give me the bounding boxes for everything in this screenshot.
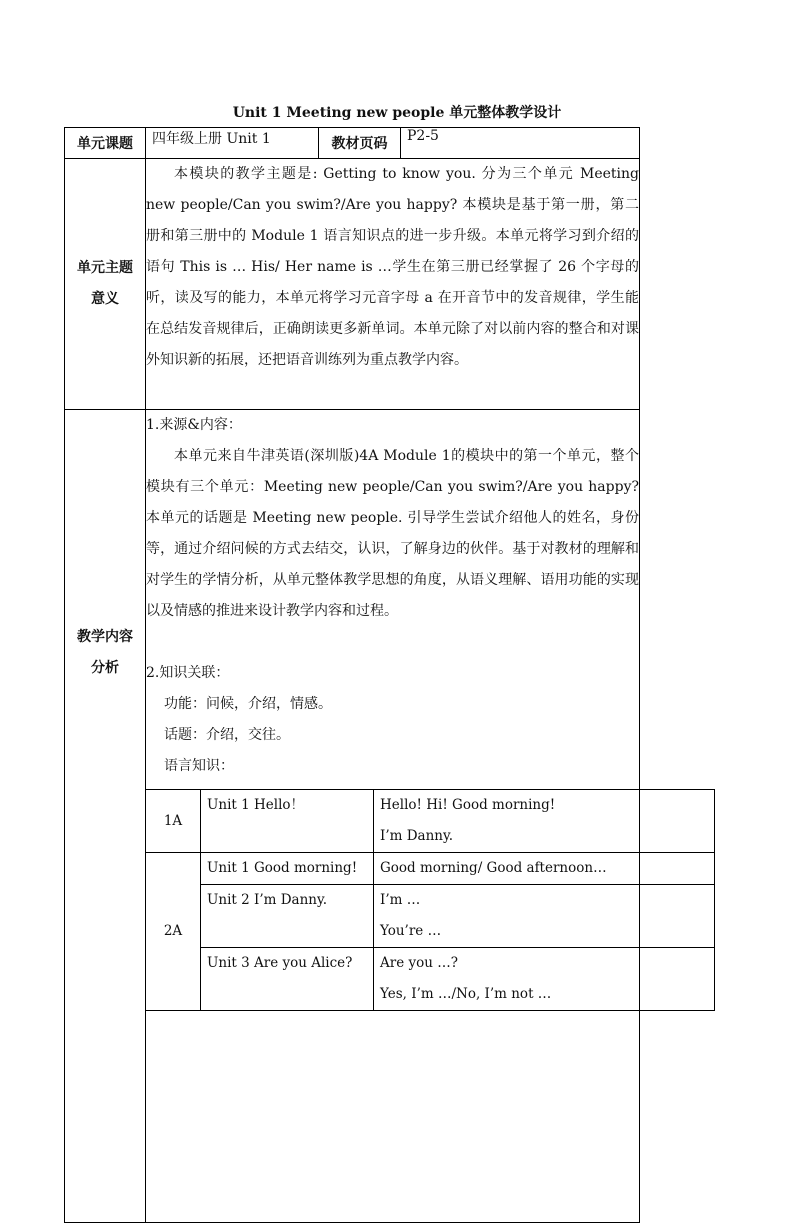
sentence-line: I’m … <box>380 892 421 908</box>
unit-topic-label: 单元课题 <box>65 128 146 159</box>
document-title: Unit 1 Meeting new people 单元整体教学设计 <box>232 105 562 121</box>
source-heading: 1.来源&内容： <box>146 417 242 433</box>
sentence-line: Yes, I’m …/No, I’m not … <box>380 986 552 1002</box>
topic-line: 话题：介绍，交往。 <box>164 727 290 743</box>
empty-cell <box>640 853 715 885</box>
source-text: 本单元来自牛津英语(深圳版)4A Module 1的模块中的第一个单元，整个模块有三个单元：Meeting new people/Can you swim?/Are you happy? 本单元的话题是 Meeting new people. 引导学生尝试介绍他人的姓名，身份等，通过介绍问候的方式去结交，认识，了解身边的伙伴。基于对教材的理解和对学生的学情分析，从单元整体教学思想的角度，从语义理解、语用功能的实现以及情感的推进来设计教学内容和过程。 <box>146 448 639 619</box>
design-table <box>64 127 640 1223</box>
unit-cell: Unit 1 Good morning! <box>201 853 374 885</box>
page-range-value: P2-5 <box>401 128 640 159</box>
empty-cell <box>640 948 715 1011</box>
unit-topic-value: 四年级上册 Unit 1 <box>146 128 319 159</box>
sentence-line: Good morning/ Good afternoon… <box>380 860 607 876</box>
spacer <box>146 627 639 658</box>
sentence-line: Hello! Hi! Good morning! <box>380 797 556 813</box>
unit-topic-row <box>65 128 640 159</box>
table-row <box>146 885 715 948</box>
content-analysis-label-line2: 分析 <box>91 660 119 676</box>
unit-cell: Unit 1 Hello！ <box>201 790 374 853</box>
content-analysis-label-line1: 教学内容 <box>77 629 133 645</box>
page-range-label: 教材页码 <box>319 128 401 159</box>
sentence-cell <box>374 885 640 948</box>
unit-cell: Unit 3 Are you Alice? <box>201 948 374 1011</box>
theme-meaning-label-line2: 意义 <box>91 291 119 307</box>
theme-meaning-text: 本模块的教学主题是: Getting to know you. 分为三个单元 Meeting new people/Can you swim?/Are you happy? 本模块是基于第一册，第二册和第三册中的 Module 1 语言知识点的进一步升级。本单元将学习到介绍的语句 This is … His/ Her name is …学生在第三册已经掌握了 26 个字母的听，读及写的能力，本单元将学习元音字母 a 在开音节中的发音规律，学生能在总结发音规律后，正确朗读更多新单词。本单元除了对以前内容的整合和对课外知识新的拓展，还把语音训练列为重点教学内容。 <box>146 166 639 368</box>
language-knowledge-table <box>145 789 715 1011</box>
theme-meaning-label <box>65 159 146 410</box>
sentence-line: You’re … <box>380 923 442 939</box>
sentence-cell <box>374 853 640 885</box>
theme-meaning-label-line1: 单元主题 <box>77 260 133 276</box>
content-analysis-label <box>65 410 146 1223</box>
empty-cell <box>640 790 715 853</box>
table-row <box>146 948 715 1011</box>
grade-cell: 1A <box>146 790 201 853</box>
sentence-line: Are you …? <box>380 955 458 971</box>
sentence-cell <box>374 790 640 853</box>
sentence-line: I’m Danny. <box>380 828 454 844</box>
grade-cell: 2A <box>146 853 201 1011</box>
theme-meaning-content <box>146 159 640 410</box>
table-row <box>146 790 715 853</box>
theme-meaning-row <box>65 159 640 410</box>
language-line: 语言知识： <box>164 758 234 774</box>
sentence-cell <box>374 948 640 1011</box>
function-line: 功能：问候，介绍，情感。 <box>164 696 332 712</box>
table-row <box>146 853 715 885</box>
empty-cell <box>640 885 715 948</box>
knowledge-heading: 2.知识关联： <box>146 665 230 681</box>
unit-cell: Unit 2 I’m Danny. <box>201 885 374 948</box>
